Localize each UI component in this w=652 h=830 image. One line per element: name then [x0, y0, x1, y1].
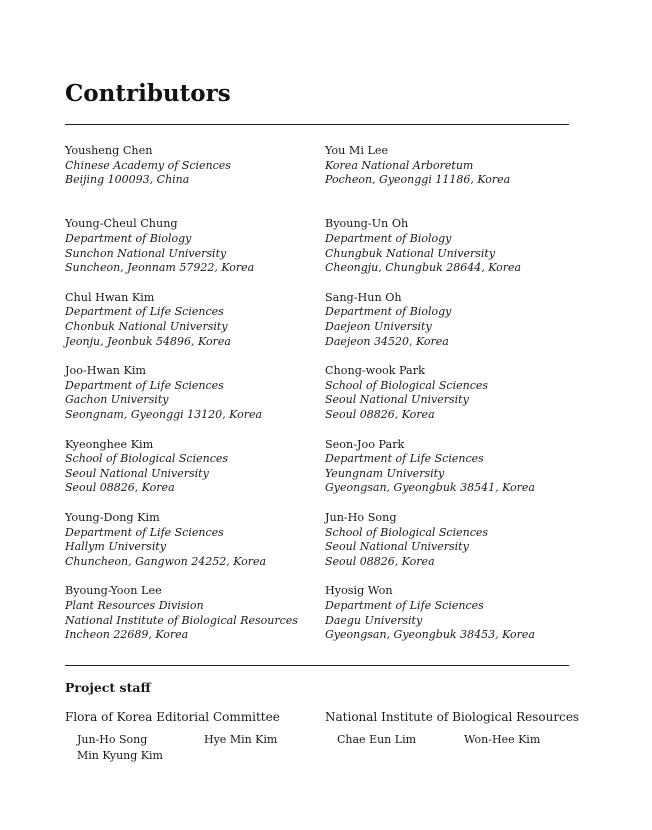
contributor-affiliation: Daegu University [325, 613, 423, 627]
contributor-address: Pocheon, Gyeonggi 11186, Korea [325, 173, 511, 187]
contributor-affiliation: Chonbuk National University [65, 319, 228, 333]
contributor-affiliation: Plant Resources Division [65, 598, 204, 612]
staff-group-nibr [325, 709, 580, 764]
contributor-affiliation: Department of Life Sciences [65, 525, 224, 539]
contributor-entry [325, 291, 575, 364]
contributor-name: Byoung-Un Oh [325, 217, 409, 231]
contributor-affiliation: School of Biological Sciences [325, 378, 489, 392]
contributor-address: Cheongju, Chungbuk 28644, Korea [325, 261, 522, 275]
contributor-entry [65, 438, 315, 511]
page-title: Contributors [65, 80, 231, 107]
contributor-affiliation: Department of Biology [325, 305, 452, 319]
contributor-entry [65, 217, 315, 290]
contributor-entry [325, 511, 575, 584]
contributor-name: Yousheng Chen [65, 144, 153, 157]
contributor-affiliation: Seoul National University [65, 466, 209, 480]
contributor-entry [65, 584, 315, 657]
contributor-affiliation: Daejeon University [325, 319, 432, 333]
contributor-entry [325, 438, 575, 511]
contributors-left-column [65, 144, 315, 658]
contributor-name: Hyosig Won [325, 584, 393, 598]
contributor-address: Seoul 08826, Korea [325, 407, 435, 421]
contributor-name: Young-Dong Kim [65, 510, 160, 524]
contributor-name: Chong-wook Park [325, 364, 425, 378]
top-divider [65, 124, 569, 125]
staff-group-name: National Institute of Biological Resources [325, 710, 580, 724]
contributor-entry [325, 364, 575, 437]
contributor-affiliation: Department of Biology [65, 231, 192, 245]
contributor-name: Kyeonghee Kim [65, 437, 154, 451]
contributor-entry [65, 291, 315, 364]
contributor-entry [325, 584, 575, 657]
project-staff-heading: Project staff [65, 680, 151, 695]
contributor-address: Daejeon 34520, Korea [325, 334, 449, 348]
contributor-affiliation: Chungbuk National University [325, 246, 496, 260]
contributor-name: You Mi Lee [325, 144, 389, 157]
contributor-address: Beijing 100093, China [65, 173, 190, 187]
contributor-entry [325, 217, 575, 290]
contributor-name: Sang-Hun Oh [325, 290, 402, 304]
contributor-name: Young-Cheul Chung [65, 217, 178, 231]
contributor-address: Incheon 22689, Korea [65, 628, 189, 642]
staff-member: Jun-Ho Song [77, 733, 148, 746]
staff-group-editorial-committee [65, 709, 315, 764]
contributor-address: Seongnam, Gyeonggi 13120, Korea [65, 407, 263, 421]
contributor-entry [65, 364, 315, 437]
contributor-affiliation: Department of Life Sciences [65, 305, 224, 319]
contributor-affiliation: Yeungnam University [325, 466, 445, 480]
contributor-address: Suncheon, Jeonnam 57922, Korea [65, 261, 255, 275]
contributor-affiliation: Seoul National University [325, 393, 469, 407]
contributor-entry [65, 511, 315, 584]
staff-member: Won-Hee Kim [464, 733, 541, 746]
staff-group-name: Flora of Korea Editorial Committee [65, 710, 280, 724]
contributor-name: Jun-Ho Song [325, 510, 397, 524]
contributor-address: Jeonju, Jeonbuk 54896, Korea [65, 334, 231, 348]
staff-members [325, 732, 575, 764]
contributor-affiliation: Department of Life Sciences [325, 452, 484, 466]
contributor-name: Chul Hwan Kim [65, 290, 155, 304]
contributor-name: Byoung-Yoon Lee [65, 584, 162, 598]
contributor-affiliation: Department of Biology [325, 231, 452, 245]
contributor-affiliation: Department of Life Sciences [65, 378, 224, 392]
contributor-affiliation: Chinese Academy of Sciences [65, 158, 231, 172]
staff-members [65, 732, 315, 764]
contributor-affiliation: Sunchon National University [65, 246, 227, 260]
contributor-entry [325, 144, 575, 217]
contributor-affiliation: Seoul National University [325, 540, 469, 554]
contributor-address: Gyeongsan, Gyeongbuk 38541, Korea [325, 481, 535, 495]
bottom-divider [65, 665, 569, 666]
contributor-address: Gyeongsan, Gyeongbuk 38453, Korea [325, 628, 535, 642]
contributor-name: Seon-Joo Park [325, 437, 405, 451]
contributors-right-column [325, 144, 575, 658]
contributor-address: Chuncheon, Gangwon 24252, Korea [65, 554, 267, 568]
contributor-affiliation: Department of Life Sciences [325, 598, 484, 612]
contributor-address: Seoul 08826, Korea [65, 481, 175, 495]
staff-member: Hye Min Kim [204, 733, 278, 746]
contributor-address: Seoul 08826, Korea [325, 554, 435, 568]
contributor-name: Joo-Hwan Kim [65, 364, 147, 378]
staff-member: Chae Eun Lim [337, 733, 417, 746]
contributor-entry [65, 144, 315, 217]
contributor-affiliation: Korea National Arboretum [325, 158, 474, 172]
staff-member: Min Kyung Kim [77, 748, 163, 762]
contributor-affiliation: School of Biological Sciences [65, 452, 229, 466]
contributor-affiliation: School of Biological Sciences [325, 525, 489, 539]
contributor-affiliation: Hallym University [65, 540, 166, 554]
contributor-affiliation: Gachon University [65, 393, 169, 407]
contributor-affiliation: National Institute of Biological Resources [65, 613, 298, 627]
